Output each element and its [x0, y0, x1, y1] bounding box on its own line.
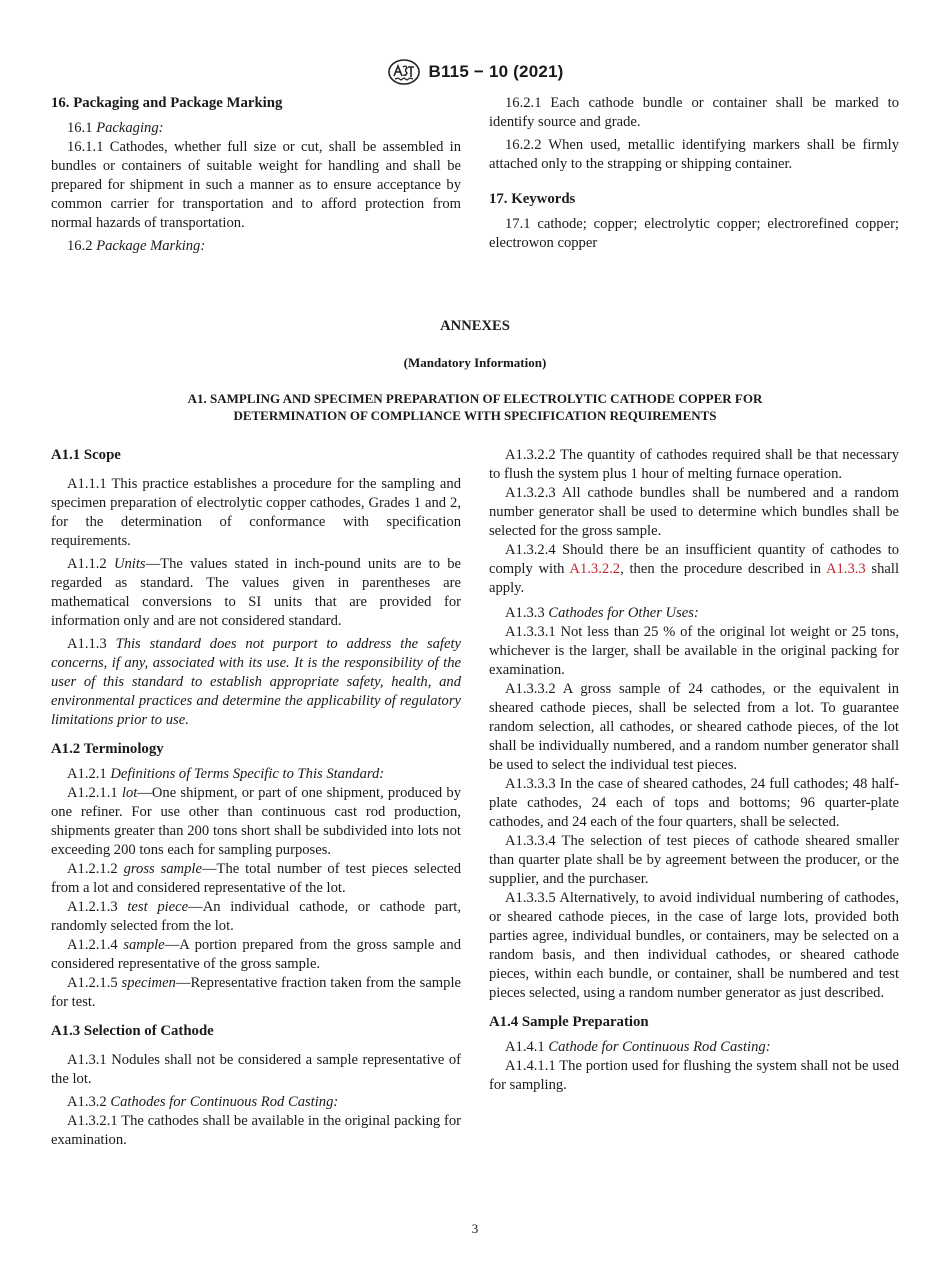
annex-subtitle: (Mandatory Information)	[403, 355, 547, 370]
paragraph: A1.3.3.3 In the case of sheared cathodes, 24 full cathodes; 48 half-plate cathodes, 24 each of tops and bottoms; 96 quarter-plate cathodes, and 24 each of the four quarters, shall be selected.	[489, 776, 899, 830]
paragraph: 16.1 Packaging:	[67, 120, 164, 136]
paragraph: A1.3.2.4 Should there be an insufficient quantity of cathodes to comply with A1.3.2.2, then the procedure described in A1.3.3 shall apply.	[489, 542, 899, 596]
paragraph: 16.2.2 When used, metallic identifying markers shall be firmly attached only to the strapping or shipping container.	[489, 137, 899, 172]
section-heading: A1.1 Scope	[51, 447, 121, 463]
section-heading: A1.3 Selection of Cathode	[51, 1023, 214, 1039]
paragraph: A1.3.3.4 The selection of test pieces of cathode sheared smaller than quarter plate shall be by agreement between the producer, or the supplier, and the purchaser.	[489, 833, 899, 887]
section-link[interactable]: A1.3.2.2	[569, 561, 621, 577]
top-right-column	[489, 94, 899, 253]
paragraph: A1.4.1 Cathode for Continuous Rod Casting:	[505, 1039, 771, 1055]
section-heading: 16. Packaging and Package Marking	[51, 95, 283, 111]
standard-designation: B115 − 10 (2021)	[428, 62, 564, 81]
top-left-column	[51, 94, 461, 256]
paragraph: A1.2.1.1 lot—One shipment, or part of one shipment, produced by one refiner. For use other than continuous cast rod production, shipments greater than 200 tons short shall be subdivided into lots not exceeding 200 tons each for sampling purposes.	[51, 785, 462, 858]
paragraph: A1.3.2 Cathodes for Continuous Rod Casting:	[67, 1094, 339, 1110]
paragraph: A1.3.2.1 The cathodes shall be available in the original packing for examination.	[51, 1113, 461, 1148]
paragraph: 16.2 Package Marking:	[67, 238, 206, 254]
paragraph: A1.2.1.4 sample—A portion prepared from the gross sample and considered representative of the gross sample.	[51, 937, 461, 972]
annex-title: ANNEXES	[440, 318, 510, 334]
paragraph: A1.3.3.1 Not less than 25 % of the original lot weight or 25 tons, whichever is the larger, shall be available in the original packing for examination.	[489, 624, 899, 678]
paragraph: A1.1.1 This practice establishes a procedure for the sampling and specimen preparation of electrolytic copper cathodes, Grades 1 and 2, for the determination of conformance with specification requirements.	[51, 476, 461, 549]
paragraph: A1.3.3.5 Alternatively, to avoid individual numbering of cathodes, or sheared cathode pieces, in the case of large lots, provided both parties agree, individual bundles, or containers, may be selected on a random basis, and then individual cathodes, or sheared cathode pieces, within each bundle, or container, shall be numbered and test pieces selected, using a random number generator as just described.	[489, 890, 899, 1001]
left-column	[51, 446, 461, 1150]
paragraph: A1.2.1.3 test piece—An individual cathode, or cathode part, randomly selected from the lot.	[51, 899, 462, 934]
right-column	[489, 446, 899, 1095]
paragraph: A1.2.1.5 specimen—Representative fraction taken from the sample for test.	[51, 975, 461, 1010]
page-header	[0, 58, 950, 86]
astm-logo-icon	[386, 58, 422, 86]
paragraph: A1.3.1 Nodules shall not be considered a sample representative of the lot.	[51, 1052, 461, 1087]
paragraph: 17.1 cathode; copper; electrolytic copper; electrorefined copper; electrowon copper	[489, 216, 899, 251]
paragraph: A1.2.1 Definitions of Terms Specific to This Standard:	[67, 766, 385, 782]
paragraph: A1.3.3 Cathodes for Other Uses:	[505, 605, 699, 621]
paragraph: A1.2.1.2 gross sample—The total number of test pieces selected from a lot and considered representative of the lot.	[51, 861, 461, 896]
annex-heading: A1. SAMPLING AND SPECIMEN PREPARATION OF ELECTROLYTIC CATHODE COPPER FOR DETERMINATION OF COMPLIANCE WITH SPECIFICATION REQUIREMENTS	[187, 391, 763, 423]
paragraph: A1.1.3 This standard does not purport to address the safety concerns, if any, associated with its use. It is the responsibility of the user of this standard to establish appropriate safety, health, and environmental practices and determine the applicability of regulatory limitations prior to use.	[51, 636, 461, 728]
paragraph: A1.4.1.1 The portion used for flushing the system shall not be used for sampling.	[489, 1058, 899, 1093]
paragraph: A1.3.3.2 A gross sample of 24 cathodes, or the equivalent in sheared cathode pieces, shall be selected from a lot. To guarantee random selection, all cathodes, or sheared cathode pieces, of the lot shall be individually numbered, and a random number generator shall be used to select the individual test pieces.	[489, 681, 899, 773]
paragraph: A1.3.2.3 All cathode bundles shall be numbered and a random number generator shall be used to determine which bundles shall be selected for the gross sample.	[489, 485, 899, 539]
paragraph: 16.1.1 Cathodes, whether full size or cut, shall be assembled in bundles or containers of suitable weight for handling and shall be prepared for shipment in such a manner as to ensure acceptance by common carrier for transportation and to afford protection from normal hazards of transportation.	[51, 139, 461, 231]
section-link[interactable]: A1.3.3	[825, 561, 866, 577]
section-heading: A1.2 Terminology	[51, 741, 164, 757]
section-heading: A1.4 Sample Preparation	[489, 1014, 649, 1030]
paragraph: 16.2.1 Each cathode bundle or container shall be marked to identify source and grade.	[489, 95, 899, 130]
paragraph: A1.1.2 Units—The values stated in inch-pound units are to be regarded as standard. The values given in parentheses are mathematical conversions to SI units that are provided for information only and are not considered standard.	[51, 556, 462, 629]
paragraph: A1.3.2.2 The quantity of cathodes required shall be that necessary to flush the system plus 1 hour of melting furnace operation.	[489, 447, 899, 482]
page-number: 3	[471, 1221, 479, 1236]
section-heading: 17. Keywords	[489, 191, 576, 207]
